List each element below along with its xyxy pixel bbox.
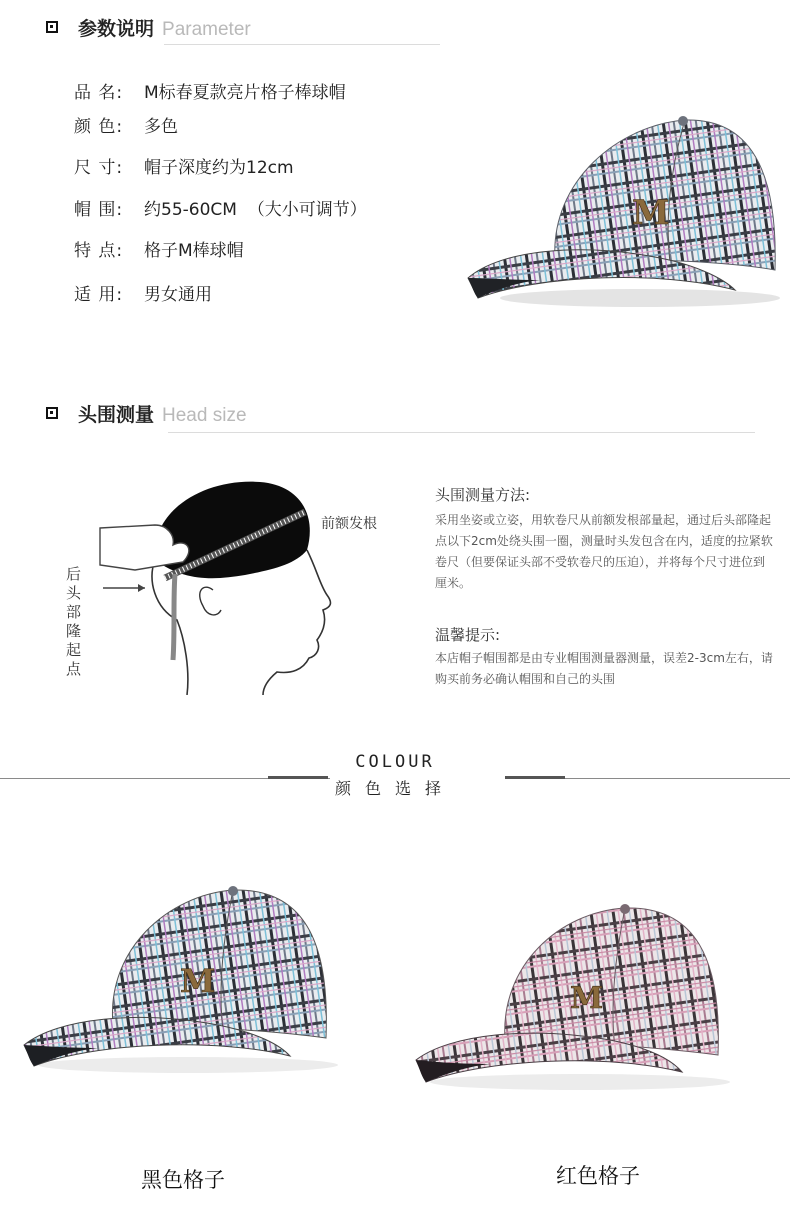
head-measure-diagram: [95, 470, 345, 695]
param-row-circumference: [74, 195, 367, 220]
parameter-section-heading: [78, 14, 251, 41]
parameter-title-cn: 参数说明: [78, 18, 155, 40]
front-hairline-label: 前额发根: [321, 516, 377, 532]
svg-text:M: M: [632, 193, 670, 233]
section-square-icon: [46, 21, 58, 33]
headsize-title-cn: 头围测量: [78, 404, 155, 426]
headsize-section-heading: [78, 400, 247, 427]
svg-text:M: M: [180, 962, 216, 1000]
parameter-title-en: Parameter: [162, 19, 251, 40]
section-square-icon: [46, 407, 58, 419]
param-row-name: [74, 78, 346, 103]
headsize-title-en: Head size: [162, 405, 247, 426]
param-value: 约55-60CM （大小可调节）: [144, 200, 367, 220]
param-row-size: [74, 153, 294, 178]
colour-title-en: COLOUR: [355, 752, 435, 772]
variant-caption-black: 黑色格子: [141, 1168, 225, 1192]
param-value: 格子M棒球帽: [144, 241, 244, 261]
param-label: 适 用:: [74, 285, 124, 305]
param-value: M标春夏款亮片格子棒球帽: [144, 83, 346, 103]
variant-image-red-plaid[interactable]: [410, 900, 730, 1095]
svg-text:M: M: [570, 981, 604, 1016]
param-row-suitable: [74, 280, 212, 305]
param-label: 品 名:: [74, 83, 124, 103]
param-label: 颜 色:: [74, 117, 124, 137]
tip-title: 温馨提示:: [435, 626, 501, 644]
variant-caption-red: 红色格子: [556, 1164, 640, 1188]
measure-method-body: 采用坐姿或立姿，用软卷尺从前额发根部量起，通过后头部隆起点以下2cm处绕头围一圈，测量时头发包含在内，适度的拉紧软卷尺（但要保证头部不受软卷尺的压迫），并将每个尺寸进位到厘米。: [435, 513, 773, 590]
param-label: 尺 寸:: [74, 158, 124, 178]
headsize-divider: [168, 432, 755, 433]
product-image-cap: [460, 110, 785, 315]
param-value: 男女通用: [144, 285, 212, 305]
param-label: 帽 围:: [74, 200, 124, 220]
parameter-divider: [164, 44, 440, 45]
param-value: 帽子深度约为12cm: [144, 158, 294, 178]
param-label: 特 点:: [74, 241, 124, 261]
colour-title-cn: 颜色选择: [334, 779, 455, 798]
measure-method-title: 头围测量方法:: [435, 486, 531, 504]
param-row-feature: [74, 236, 244, 261]
param-row-color: [74, 112, 178, 137]
tip-body: 本店帽子帽围都是由专业帽围测量器测量，误差2-3cm左右，请购买前务必确认帽围和自己的头围: [435, 651, 773, 686]
param-value: 多色: [144, 117, 178, 137]
back-head-label: 后头部隆起点: [66, 565, 82, 678]
variant-image-black-plaid[interactable]: [18, 880, 338, 1080]
